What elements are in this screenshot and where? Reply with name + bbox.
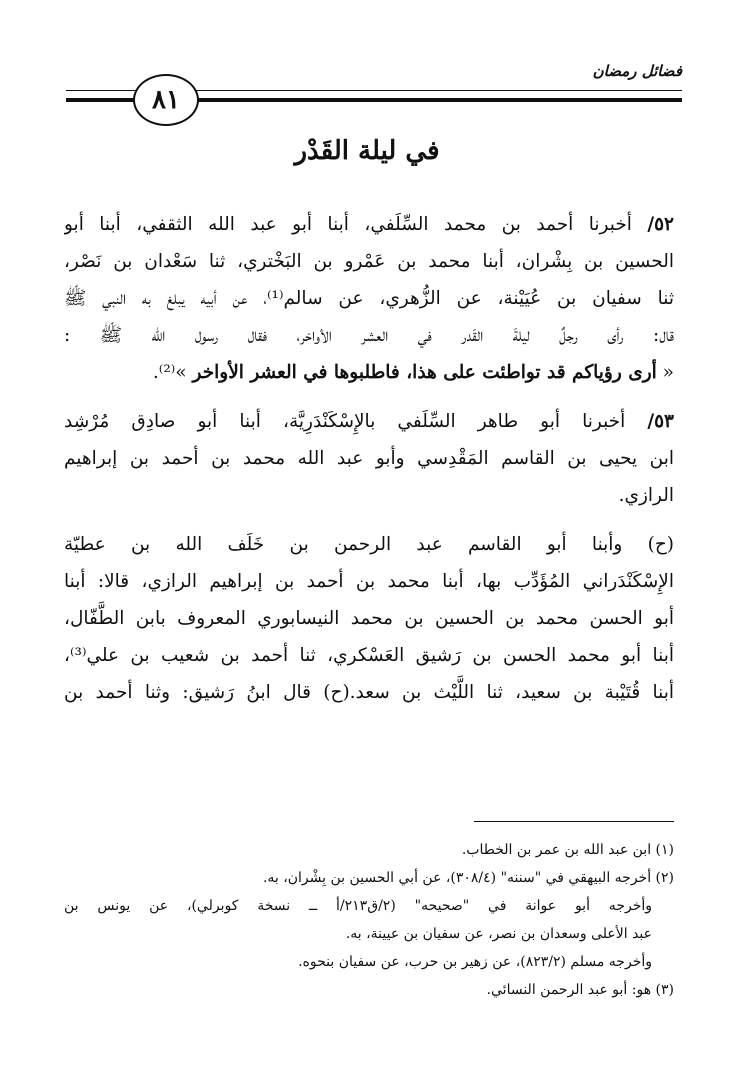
body-line <box>64 403 674 440</box>
body-line: أبنا قُتَيْبة بن سعيد، ثنا اللَّيْث بن سعد.(ح) قال ابنُ رَشيق: وثنا أحمد بن <box>64 682 674 703</box>
quote-open: « <box>662 362 674 383</box>
hadith-quote-line <box>64 354 674 391</box>
body-text <box>64 206 674 711</box>
body-line: أبنا أبو محمد الحسن بن رَشيق العَسْكري، ثنا أحمد بن شعيب بن علي⁽³⁾، <box>64 645 674 666</box>
page-number: ٨١ <box>133 74 199 126</box>
body-line: ابن يحيى بن القاسم المَقْدِسي وأبو عبد الله محمد بن أحمد بن إبراهيم <box>64 448 674 469</box>
footnote-separator <box>474 821 674 822</box>
chapter-title: في ليلة القَدْر <box>294 136 440 166</box>
body-line <box>64 206 674 243</box>
running-title: فضائل رمضان <box>592 62 682 80</box>
body-line: أبو الحسن محمد بن الحسين بن محمد النيسابوري المعروف بابن الطَّفّال، <box>64 608 674 629</box>
body-line: الحسين بن بِشْران، أبنا محمد بن عَمْرو بن البَخْتري، ثنا سَعْدان بن نَصْر، <box>64 251 674 272</box>
footnote-1: (١) ابن عبد الله بن عمر بن الخطاب. <box>461 842 674 858</box>
body-line: ثنا سفيان بن عُيَيْنة، عن الزُّهري، عن سالم⁽¹⁾، عن أبيه يبلغ به النبي ﷺ <box>64 288 674 309</box>
body-line: الرازي. <box>618 485 674 506</box>
body-line: الإِسْكَنْدَراني المُؤَدِّب بها، أبنا محمد بن أحمد بن إبراهيم الرازي، قالا: أبنا <box>64 571 674 592</box>
body-line: (ح) وأبنا أبو القاسم عبد الرحمن بن خَلَف الله بن عطيّة <box>64 534 674 555</box>
line-text: أخبرنا أبو طاهر السِّلَفي بالإِسْكَنْدَرِيَّة، أبنا أبو صادِق مُرْشِد <box>64 411 626 432</box>
footnote-2-cont: عبد الأعلى وسعدان بن نصر، عن سفيان بن عيينة، به. <box>345 926 652 942</box>
footnotes <box>64 836 674 1004</box>
body-line: قال: رأى رجلٌ ليلةَ القَدر في العشر الأواخر، فقال رسول الله ﷺ : <box>64 325 674 346</box>
line-text: أخبرنا أحمد بن محمد السِّلَفي، أبنا أبو عبد الله الثقفي، أبنا أبو <box>64 214 632 235</box>
hadith-number: ٥٣/ <box>647 411 674 432</box>
footnote-2-cont: وأخرجه أبو عوانة في "صحيحه" (٢/ق٢١٣/أ ــ نسخة كوبرلي)، عن يونس بن <box>64 898 652 914</box>
hadith-number: ٥٢/ <box>647 214 674 235</box>
footnote-2-cont: وأخرجه مسلم (٨٢٣/٢)، عن زهير بن حرب، عن سفيان بنحوه. <box>298 954 652 970</box>
hadith-quote: أرى رؤياكم قد تواطئت على هذا، فاطلبوها في العشر الأواخر <box>192 362 657 383</box>
footnote-3: (٣) هو: أبو عبد الرحمن النسائي. <box>486 982 674 998</box>
footnote-2: (٢) أخرجه البيهقي في "سننه" (٣٠٨/٤)، عن أبي الحسين بن بِشْران، به. <box>262 870 674 886</box>
quote-close: »⁽²⁾. <box>152 362 187 383</box>
